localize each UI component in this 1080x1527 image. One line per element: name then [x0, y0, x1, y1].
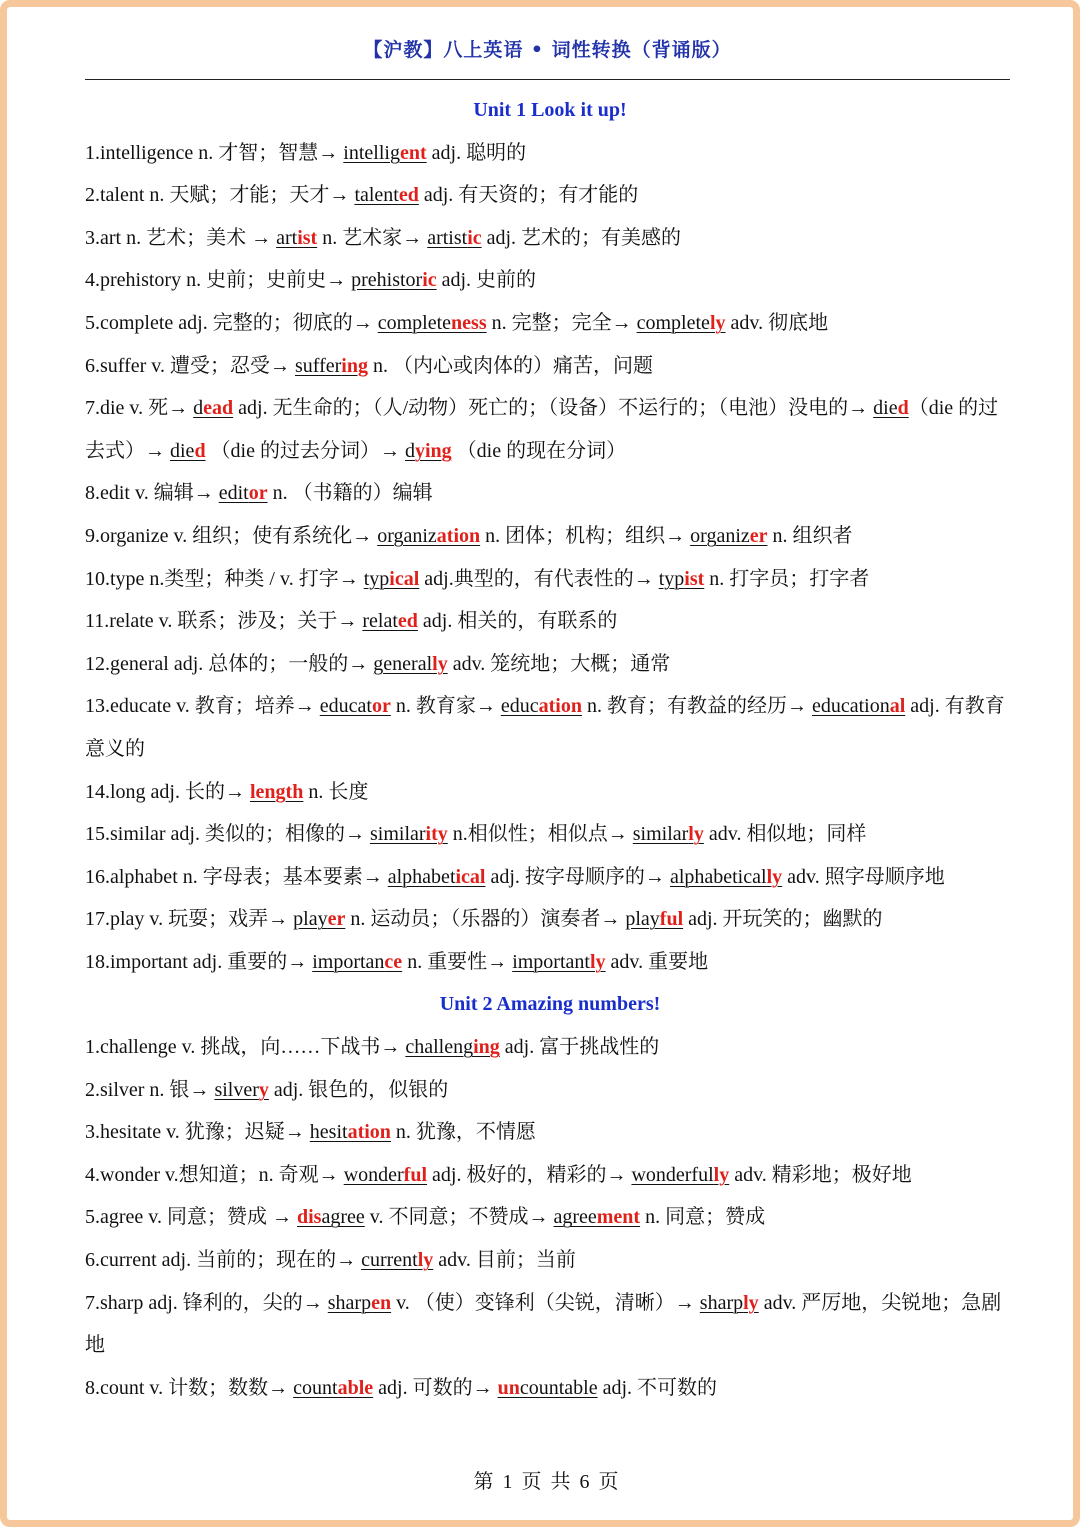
- entry-text: adj.典型的，有代表性的→: [419, 567, 659, 590]
- derived-word: [633, 823, 704, 845]
- derived-word: [405, 1036, 499, 1058]
- entry-text: adj. 按字母顺序的→: [485, 865, 670, 888]
- entry-text: adj. 银色的，似银的: [268, 1078, 449, 1101]
- entry-text: 15.similar adj. 类似的；相像的→: [85, 823, 370, 846]
- vocab-entry: [85, 1239, 1015, 1282]
- entry-text: adj. 开玩笑的；幽默的: [683, 908, 883, 931]
- word-suffix: al: [889, 695, 906, 718]
- entry-text: 7.sharp adj. 锋利的，尖的→: [85, 1291, 328, 1314]
- derived-word: [362, 610, 418, 632]
- word-suffix: d: [194, 439, 206, 462]
- word-stem: artist: [427, 226, 468, 249]
- derived-word: [498, 1377, 598, 1399]
- entry-text: adv. 照字母顺序地: [782, 865, 945, 888]
- page-header-title: 【沪教】八上英语 • 词性转换（背诵版）: [363, 39, 732, 61]
- word-suffix: ying: [415, 439, 452, 462]
- word-suffix: ist: [297, 226, 318, 249]
- entry-text: n. 重要性→: [402, 950, 513, 973]
- word-stem: die: [170, 439, 195, 462]
- entry-text: adj. 富于挑战性的: [499, 1036, 660, 1059]
- entry-text: 13.educate v. 教育；培养→: [85, 695, 320, 718]
- entry-text: n. 教育；有教益的经历→: [581, 695, 812, 718]
- word-suffix: ent: [399, 141, 427, 164]
- word-stem: relat: [362, 610, 398, 633]
- derived-word: [219, 482, 268, 504]
- word-suffix: ic: [422, 269, 437, 292]
- word-stem: play: [293, 908, 328, 931]
- entry-text: 11.relate v. 联系；涉及；关于→: [85, 610, 363, 633]
- derived-word: [427, 227, 481, 249]
- derived-word: [297, 1206, 365, 1228]
- entry-text: n. 教育家→: [390, 695, 501, 718]
- entry-text: 18.important adj. 重要的→: [85, 950, 313, 973]
- entry-text: adj. 不可数的: [597, 1376, 718, 1399]
- entry-text: 12.general adj. 总体的；一般的→: [85, 652, 374, 675]
- word-stem: educ: [500, 695, 539, 718]
- word-stem: typ: [658, 567, 685, 590]
- word-stem: hesit: [309, 1121, 348, 1144]
- vocab-entry: [85, 941, 1015, 984]
- entry-text: n. 艺术家→: [317, 226, 428, 249]
- entry-text: v. 不同意；不赞成→: [364, 1206, 554, 1229]
- derived-word: [812, 695, 905, 717]
- entry-text: adj. 有天资的；有才能的: [418, 184, 639, 207]
- word-suffix: or: [371, 695, 391, 718]
- entry-text: 4.wonder v.想知道；n. 奇观→: [85, 1163, 344, 1186]
- word-suffix: ful: [403, 1163, 428, 1186]
- word-suffix: d: [897, 397, 909, 420]
- entry-text: 16.alphabet n. 字母表；基本要素→: [85, 865, 388, 888]
- word-suffix: ic: [467, 226, 482, 249]
- word-stem: wonder: [343, 1163, 404, 1186]
- entry-text: 7.die v. 死→: [85, 397, 194, 420]
- word-stem: similar: [632, 823, 689, 846]
- vocab-entry: [85, 558, 1015, 601]
- word-stem: d: [405, 439, 415, 462]
- entry-text: adv. 笼统地；大概；通常: [447, 652, 671, 675]
- word-stem: similar: [369, 823, 426, 846]
- word-suffix: ly: [743, 1291, 759, 1314]
- entry-text: n. 完整；完全→: [486, 311, 637, 334]
- word-stem: educat: [319, 695, 372, 718]
- derived-word: [553, 1206, 640, 1228]
- vocab-entry: [85, 685, 1015, 770]
- entry-text: 3.art n. 艺术；美术 →: [85, 226, 277, 249]
- header-divider: [85, 79, 1010, 80]
- word-stem: intellig: [343, 141, 400, 164]
- entry-text: 2.talent n. 天赋；才能；天才→: [85, 184, 355, 207]
- entry-text: adj. 相关的，有联系的: [417, 610, 618, 633]
- entry-text: n.相似性；相似点→: [447, 823, 633, 846]
- entry-text: 9.organize v. 组织；使有系统化→: [85, 524, 378, 547]
- derived-word: [364, 568, 420, 590]
- derived-word: [293, 1377, 373, 1399]
- entry-text: n. 犹豫，不情愿: [390, 1121, 536, 1144]
- word-stem: general: [373, 652, 433, 675]
- unit-title: Unit 1 Look it up!: [473, 99, 627, 121]
- word-stem: suffer: [294, 354, 342, 377]
- word-suffix: or: [248, 482, 268, 505]
- word-suffix: ment: [596, 1206, 641, 1229]
- derived-word: [214, 1079, 268, 1101]
- entry-text: adv. 重要地: [605, 950, 709, 973]
- entry-text: adj. 有教育意义的: [85, 695, 1005, 760]
- derived-word: [293, 908, 345, 930]
- entry-text: adv. 相似地；同样: [703, 823, 867, 846]
- word-suffix: ly: [417, 1249, 434, 1272]
- entry-text: （die 的过去式）→: [85, 397, 999, 462]
- word-prefix: un: [497, 1376, 520, 1399]
- vocab-entry: [85, 771, 1015, 814]
- derived-word: [328, 1292, 391, 1314]
- word-stem: silver: [214, 1078, 259, 1101]
- vocab-entry: [85, 174, 1015, 217]
- word-suffix: ity: [425, 823, 448, 846]
- entry-text: 5.complete adj. 完整的；彻底的→: [85, 311, 378, 334]
- vocab-entry: [85, 515, 1015, 558]
- word-stem: agree: [553, 1206, 597, 1229]
- derived-word: [690, 525, 767, 547]
- derived-word: [361, 1249, 433, 1271]
- word-stem: play: [625, 908, 660, 931]
- entry-text: 1.challenge v. 挑战，向……下战书→: [85, 1036, 406, 1059]
- word-stem: prehistor: [351, 269, 423, 292]
- entry-text: n. 团体；机构；组织→: [480, 524, 691, 547]
- word-stem: count: [293, 1376, 338, 1399]
- vocab-entry: [85, 1069, 1015, 1112]
- word-stem: current: [361, 1249, 418, 1272]
- word-suffix: ly: [709, 311, 726, 334]
- entry-text: adj. 史前的: [436, 269, 537, 292]
- word-stem: die: [873, 397, 898, 420]
- entry-text: n. 打字员；打字者: [704, 567, 870, 590]
- vocab-entry: [85, 1282, 1015, 1367]
- vocab-entry: [85, 898, 1015, 941]
- entry-text: adj. 无生命的；（人/动物）死亡的；（设备）不运行的；（电池）没电的→: [233, 397, 874, 420]
- word-suffix: ce: [384, 950, 403, 973]
- word-suffix: ing: [341, 354, 368, 377]
- vocab-entry: [85, 1196, 1015, 1239]
- entry-text: v. （使）变锋利（尖锐，清晰）→: [391, 1291, 700, 1314]
- derived-word: [351, 269, 437, 291]
- derived-word: [193, 397, 233, 419]
- vocab-entry: [85, 302, 1015, 345]
- vocab-entry: [85, 856, 1015, 899]
- entry-text: n. 同意；赞成: [640, 1206, 766, 1229]
- derived-word: [670, 866, 782, 888]
- entry-text: 1.intelligence n. 才智；智慧→: [85, 141, 344, 164]
- vocab-entry: [85, 1154, 1015, 1197]
- word-suffix: ly: [432, 652, 448, 675]
- vocab-entry: [85, 643, 1015, 686]
- entry-text: 2.silver n. 银→: [85, 1078, 215, 1101]
- word-suffix: en: [371, 1291, 392, 1314]
- entry-text: 6.suffer v. 遭受；忍受→: [85, 354, 295, 377]
- entry-text: 3.hesitate v. 犹豫；迟疑→: [85, 1121, 310, 1144]
- derived-word: [378, 312, 487, 334]
- word-suffix: ical: [455, 865, 486, 888]
- word-stem: organiz: [690, 524, 750, 547]
- word-suffix: ead: [203, 397, 234, 420]
- word-stem: alphabetical: [669, 865, 767, 888]
- entry-text: 5.agree v. 同意；赞成 →: [85, 1206, 297, 1229]
- derived-word: [312, 951, 402, 973]
- word-stem: edit: [218, 482, 249, 505]
- derived-word: [405, 440, 452, 462]
- word-suffix: length: [250, 780, 304, 803]
- word-stem: countable: [519, 1376, 598, 1399]
- derived-word: [873, 397, 909, 419]
- entry-text: n. 组织者: [767, 524, 853, 547]
- derived-word: [388, 866, 486, 888]
- word-suffix: ing: [473, 1036, 500, 1059]
- entry-text: adv. 目前；当前: [433, 1249, 576, 1272]
- vocab-entry: [85, 345, 1015, 388]
- word-suffix: ical: [389, 567, 420, 590]
- entry-text: n. 运动员；（乐器的）演奏者→: [345, 908, 626, 931]
- word-suffix: ation: [538, 695, 582, 718]
- derived-word: [354, 184, 418, 206]
- derived-word: [631, 1164, 729, 1186]
- vocabulary-content: [85, 89, 1015, 1409]
- word-suffix: er: [327, 908, 346, 931]
- word-suffix: ist: [684, 567, 705, 590]
- entry-text: 8.count v. 计数；数数→: [85, 1376, 294, 1399]
- vocab-entry: [85, 1367, 1015, 1410]
- word-stem: alphabet: [387, 865, 456, 888]
- page-number: 第 1 页 共 6 页: [473, 1471, 621, 1493]
- word-stem: sharp: [327, 1291, 372, 1314]
- entry-text: 17.play v. 玩耍；戏弄→: [85, 908, 294, 931]
- entry-text: 14.long adj. 长的→: [85, 780, 250, 803]
- entry-text: n. （书籍的）编辑: [267, 482, 433, 505]
- derived-word: [170, 440, 206, 462]
- derived-word: [276, 227, 317, 249]
- entry-text: （die 的现在分词）: [451, 439, 627, 462]
- word-stem: talent: [354, 184, 399, 207]
- word-stem: important: [512, 950, 590, 973]
- word-suffix: ation: [347, 1121, 391, 1144]
- vocab-entry: [85, 132, 1015, 175]
- derived-word: [295, 355, 368, 377]
- word-suffix: able: [337, 1376, 374, 1399]
- word-stem: d: [193, 397, 204, 420]
- entry-text: adj. 可数的→: [373, 1376, 498, 1399]
- derived-word: [344, 1164, 427, 1186]
- entry-text: n. 长度: [303, 780, 369, 803]
- word-stem: agree: [321, 1206, 365, 1229]
- word-stem: challeng: [405, 1036, 474, 1059]
- vocab-entry: [85, 600, 1015, 643]
- word-stem: art: [276, 226, 298, 249]
- entry-text: adj. 聪明的: [426, 141, 527, 164]
- entry-text: 10.type n.类型；种类 / v. 打字→: [85, 567, 364, 590]
- word-suffix: ly: [688, 823, 704, 846]
- entry-text: 4.prehistory n. 史前；史前史→: [85, 269, 352, 292]
- unit-title: Unit 2 Amazing numbers!: [439, 993, 661, 1016]
- derived-word: [659, 568, 705, 590]
- vocab-entry: [85, 813, 1015, 856]
- vocab-entry: [85, 217, 1015, 260]
- derived-word: [370, 823, 448, 845]
- derived-word: [373, 653, 447, 675]
- word-stem: organiz: [377, 524, 437, 547]
- word-suffix: ness: [451, 311, 487, 334]
- word-stem: complete: [636, 311, 710, 334]
- word-suffix: ly: [766, 865, 783, 888]
- derived-word: [377, 525, 480, 547]
- word-stem: sharp: [699, 1291, 744, 1314]
- derived-word: [250, 781, 303, 803]
- vocab-entry: [85, 1111, 1015, 1154]
- word-stem: education: [811, 695, 890, 718]
- word-prefix: dis: [297, 1206, 322, 1229]
- derived-word: [320, 695, 391, 717]
- word-suffix: ed: [398, 184, 419, 207]
- vocab-entry: [85, 259, 1015, 302]
- derived-word: [700, 1292, 759, 1314]
- vocab-entry: [85, 472, 1015, 515]
- derived-word: [501, 695, 582, 717]
- entry-text: 6.current adj. 当前的；现在的→: [85, 1249, 362, 1272]
- vocab-entry: [85, 387, 1015, 472]
- derived-word: [625, 908, 683, 930]
- entry-text: adj. 艺术的；有美感的: [481, 226, 682, 249]
- word-suffix: ful: [659, 908, 684, 931]
- entry-text: adv. 精彩地；极好地: [729, 1163, 912, 1186]
- word-stem: importan: [312, 950, 385, 973]
- entry-text: n. （内心或肉体的）痛苦，问题: [367, 354, 653, 377]
- entry-text: adv. 严厉地，尖锐地；急剧地: [85, 1291, 1002, 1357]
- word-suffix: er: [749, 524, 768, 547]
- entry-text: adv. 彻底地: [725, 311, 829, 334]
- vocab-entry: [85, 1026, 1015, 1069]
- derived-word: [512, 951, 605, 973]
- derived-word: [343, 142, 426, 164]
- word-stem: typ: [363, 567, 390, 590]
- word-suffix: y: [258, 1078, 269, 1101]
- derived-word: [637, 312, 726, 334]
- word-stem: wonderful: [631, 1163, 714, 1186]
- entry-text: （die 的过去分词）→: [205, 439, 405, 462]
- entry-text: adj. 极好的，精彩的→: [427, 1163, 632, 1186]
- word-suffix: ed: [397, 610, 418, 633]
- word-stem: complete: [377, 311, 452, 334]
- entry-text: 8.edit v. 编辑→: [85, 482, 219, 505]
- word-suffix: ly: [713, 1163, 730, 1186]
- word-suffix: ation: [436, 524, 481, 547]
- word-suffix: ly: [589, 950, 606, 973]
- derived-word: [310, 1121, 391, 1143]
